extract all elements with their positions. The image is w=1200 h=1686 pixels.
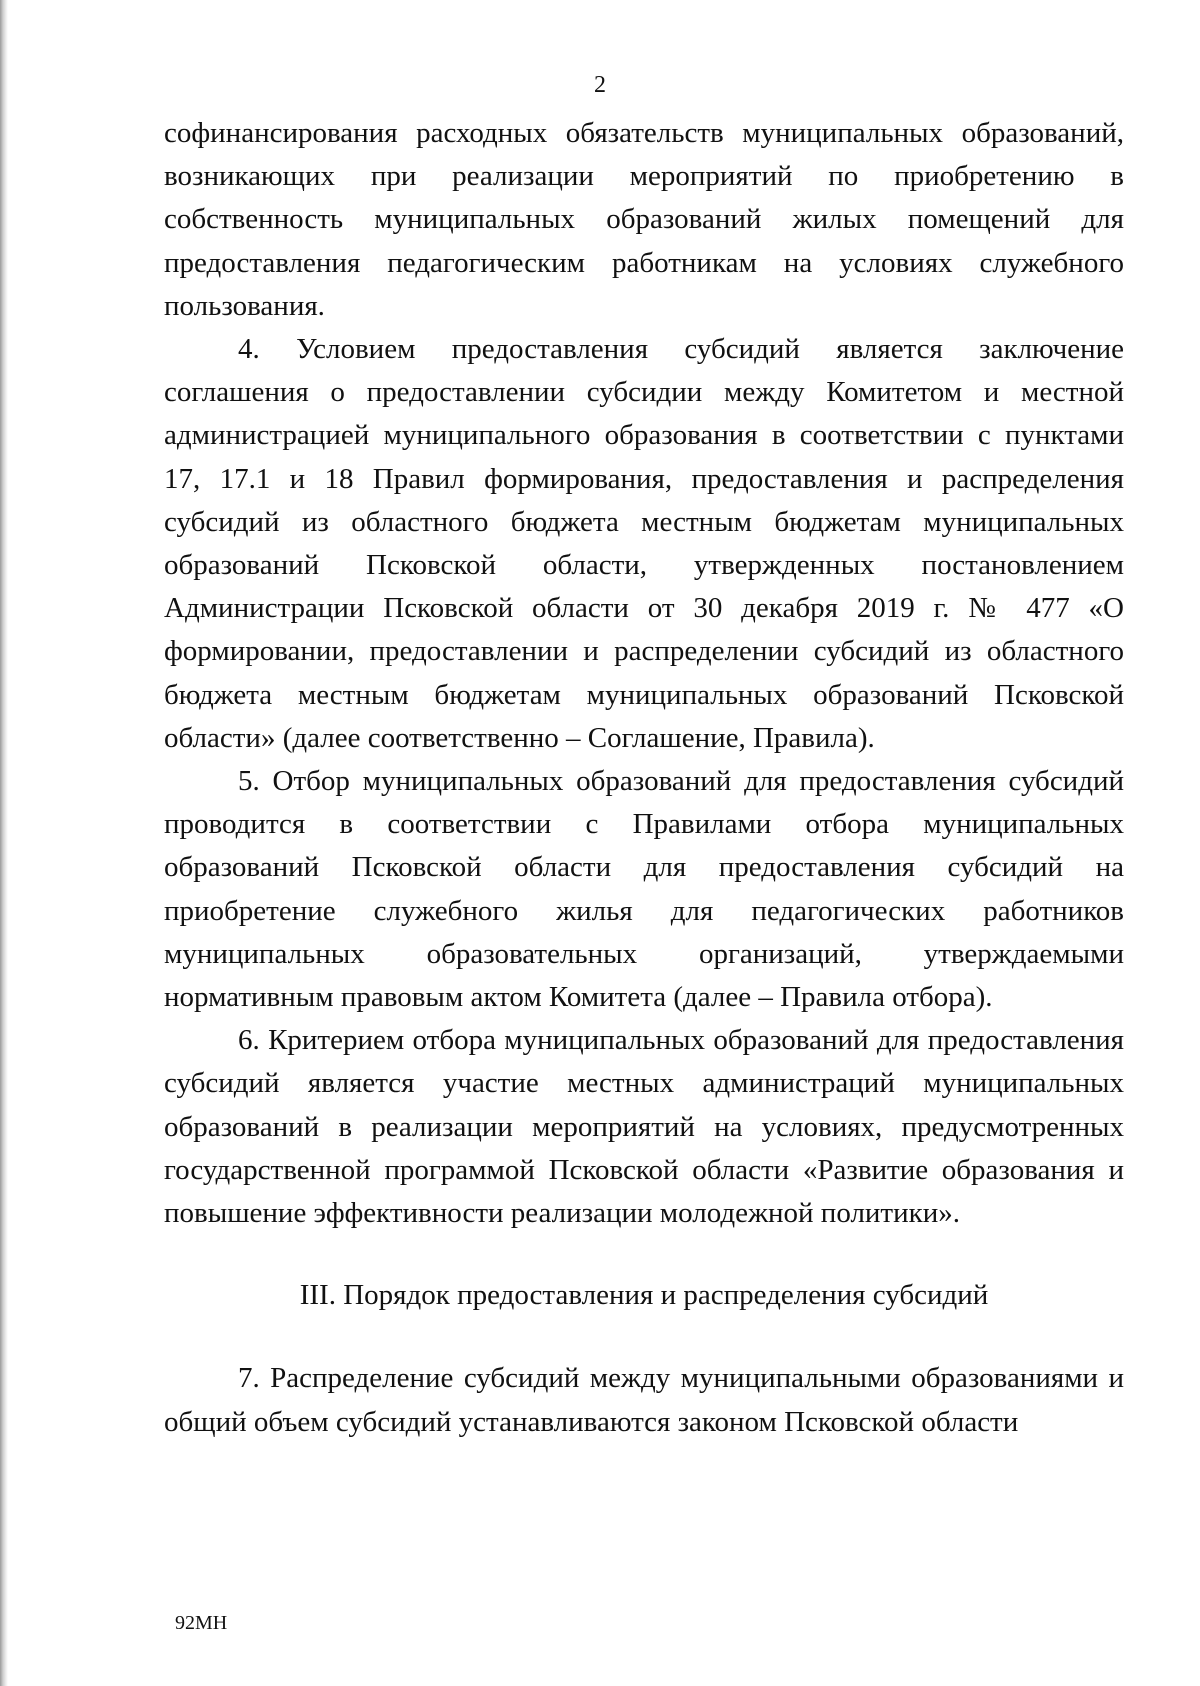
section-heading: III. Порядок предоставления и распределения субсидий	[299, 1279, 989, 1312]
paragraph-4: 4. Условием предоставления субсидий является заключение соглашения о предоставлении субсидии между Комитетом и местной администрацией муниципального образования в соответствии с пунктами 17, 17.1 и 18 Правил формирования, предоставления и распределения субсидий из областного бюджета местным бюджетам муниципальных образований Псковской области, утвержденных постановлением Администрации Псковской области от 30 декабря 2019 г. № 477 «О формировании, предоставлении и распределении субсидий из областного бюджета местным бюджетам муниципальных образований Псковской области» (далее соответственно – Соглашение, Правила).	[164, 333, 1124, 754]
paragraph-5: 5. Отбор муниципальных образований для предоставления субсидий проводится в соответствии с Правилами отбора муниципальных образований Псковской области для предоставления субсидий на приобретение служебного жилья для педагогических работников муниципальных образовательных организаций, утверждаемыми нормативным правовым актом Комитета (далее – Правила отбора).	[164, 765, 1124, 1014]
paragraph-6: 6. Критерием отбора муниципальных образований для предоставления субсидий является участие местных администраций муниципальных образований в реализации мероприятий на условиях, предусмотренных государственной программой Псковской области «Развитие образования и повышение эффективности реализации молодежной политики».	[164, 1024, 1124, 1230]
document-body	[164, 112, 1124, 1444]
footer-code: 92МН	[175, 1612, 228, 1634]
paragraph-continuation: софинансирования расходных обязательств муниципальных образований, возникающих при реализации мероприятий по приобретению в собственность муниципальных образований жилых помещений для предоставления педагогическим работникам на условиях служебного пользования.	[164, 117, 1124, 322]
page-number: 2	[594, 72, 606, 98]
paragraph-7: 7. Распределение субсидий между муниципальными образованиями и общий объем субсидий устанавливаются законом Псковской области	[164, 1362, 1124, 1438]
scan-edge-shadow	[0, 0, 8, 1686]
